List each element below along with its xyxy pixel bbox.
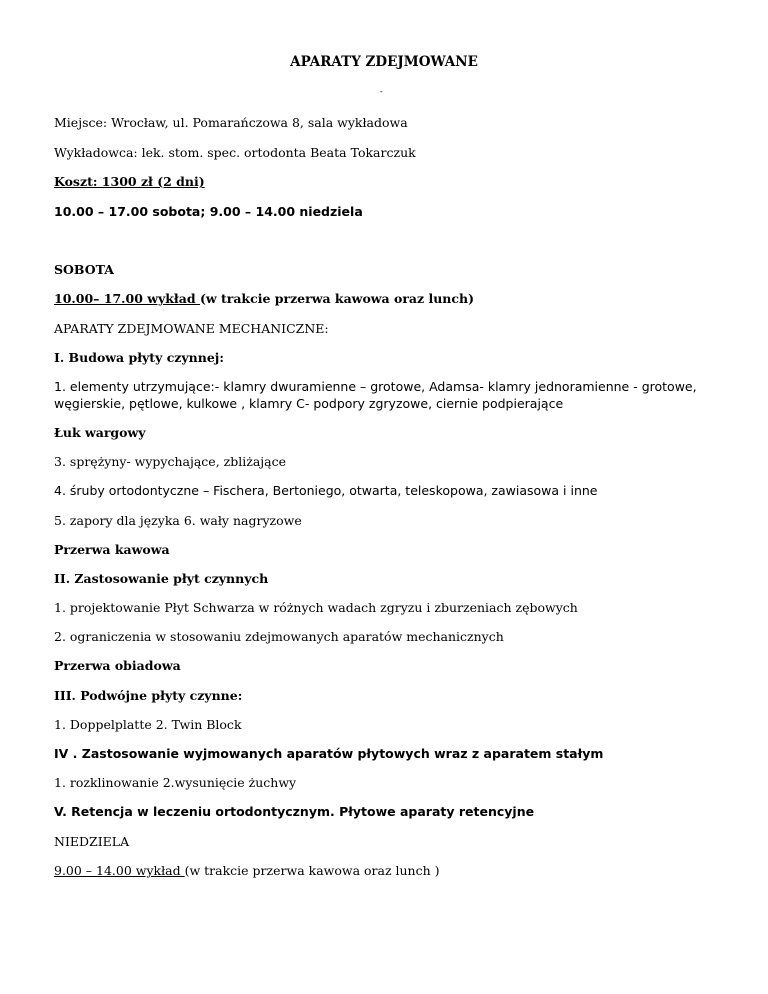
lecturer-line: Wykładowca: lek. stom. spec. ortodonta Beata Tokarczuk (54, 145, 416, 160)
agenda-break-lunch: Przerwa obiadowa (54, 658, 181, 673)
title-mark: - (380, 87, 383, 96)
place-line: Miejsce: Wrocław, ul. Pomarańczowa 8, sala wykładowa (54, 115, 408, 130)
agenda-item-sprezyny: 3. sprężyny- wypychające, zbliżające (54, 454, 286, 469)
agenda-break-coffee: Przerwa kawowa (54, 542, 170, 557)
agenda-item-retencja: V. Retencja w leczeniu ortodontycznym. Płytowe aparaty retencyjne (54, 804, 535, 819)
agenda-item-budowa: I. Budowa płyty czynnej: (54, 350, 224, 365)
cost-line: Koszt: 1300 zł (2 dni) (54, 174, 205, 189)
document-title: APARATY ZDEJMOWANE (290, 54, 478, 70)
sunday-session-note: (w trakcie przerwa kawowa oraz lunch ) (184, 863, 440, 878)
agenda-item-podwojne: III. Podwójne płyty czynne: (54, 688, 243, 703)
sunday-heading: NIEDZIELA (54, 834, 130, 849)
saturday-session (54, 290, 724, 307)
agenda-item-rozklinowanie: 1. rozklinowanie 2.wysunięcie żuchwy (54, 775, 297, 790)
sunday-session (54, 862, 724, 879)
saturday-session-note: (w trakcie przerwa kawowa oraz lunch) (199, 291, 475, 306)
saturday-heading: SOBOTA (54, 262, 114, 277)
agenda-item-projektowanie: 1. projektowanie Płyt Schwarza w różnych wadach zgryzu i zburzeniach zębowych (54, 600, 578, 615)
agenda-item-doppelplatte: 1. Doppelplatte 2. Twin Block (54, 717, 242, 732)
section-title: APARATY ZDEJMOWANE MECHANICZNE: (54, 321, 329, 336)
agenda-item-zapory: 5. zapory dla języka 6. wały nagryzowe (54, 513, 302, 528)
schedule-line: 10.00 – 17.00 sobota; 9.00 – 14.00 niedziela (54, 204, 363, 219)
agenda-item-wyjmowane: IV . Zastosowanie wyjmowanych aparatów płytowych wraz z aparatem stałym (54, 746, 604, 761)
agenda-item-ograniczenia: 2. ograniczenia w stosowaniu zdejmowanych aparatów mechanicznych (54, 629, 504, 644)
agenda-item-elementy: 1. elementy utrzymujące:- klamry dwuramienne – grotowe, Adamsa- klamry jednoramienne - grotowe, węgierskie, pętlowe, kulkowe , klamry C- podpory zgryzowe, ciernie podpierające (54, 379, 697, 411)
saturday-session-time: 10.00– 17.00 wykład (54, 291, 200, 306)
agenda-item-zastosowanie: II. Zastosowanie płyt czynnych (54, 571, 269, 586)
agenda-item-luk: Łuk wargowy (54, 425, 146, 440)
sunday-session-time: 9.00 – 14.00 wykład (54, 863, 185, 878)
agenda-item-sruby: 4. śruby ortodontyczne – Fischera, Bertoniego, otwarta, teleskopowa, zawiasowa i inne (54, 483, 598, 498)
